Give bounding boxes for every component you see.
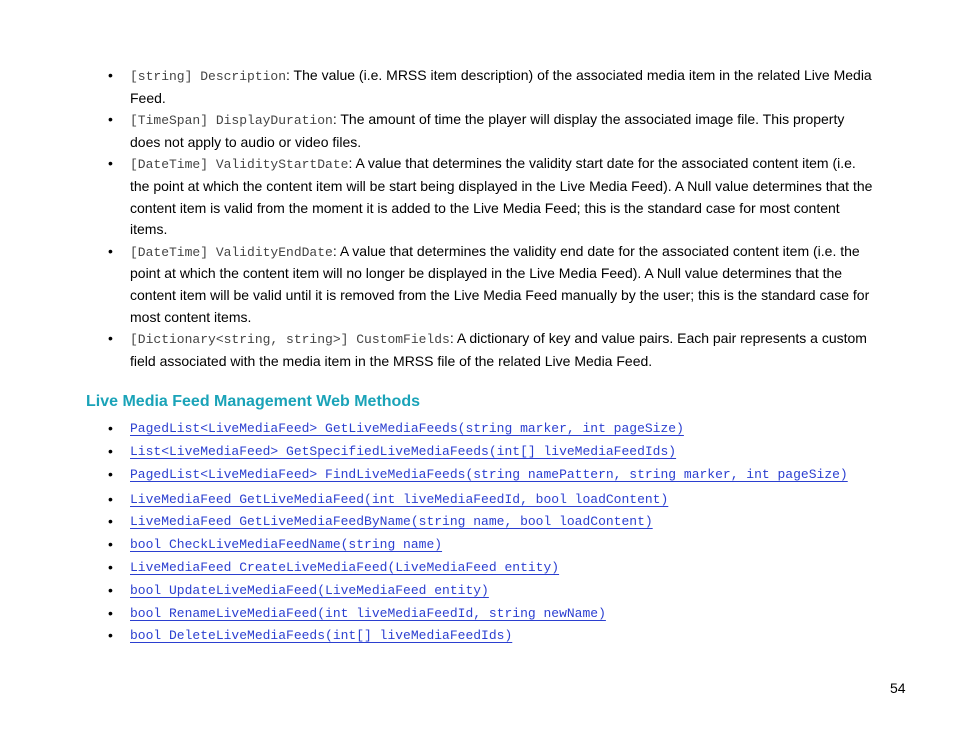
method-link-check-live-media-feed-name[interactable]: bool CheckLiveMediaFeedName(string name) (130, 537, 443, 553)
property-description: : The value (i.e. MRSS item description) of the associated media item in the related Live Media Feed. (130, 67, 872, 106)
bullet: • (108, 442, 113, 459)
bullet: • (108, 490, 113, 507)
method-link-get-live-media-feed-by-name[interactable]: LiveMediaFeed GetLiveMediaFeedByName(string name, bool loadContent) (130, 514, 653, 530)
bullet: • (108, 242, 113, 259)
methods-list (108, 418, 876, 648)
property-code: [string] Description (130, 69, 287, 84)
method-link-create-live-media-feed[interactable]: LiveMediaFeed CreateLiveMediaFeed(LiveMediaFeed entity) (130, 559, 560, 575)
method-link-get-live-media-feed[interactable]: LiveMediaFeed GetLiveMediaFeed(int liveMediaFeedId, bool loadContent) (130, 491, 669, 507)
list-item (108, 328, 876, 372)
list-item (108, 153, 876, 240)
property-description: : The amount of time the player will display the associated image file. This property does not apply to audio or video files. (130, 111, 845, 150)
list-item (108, 511, 876, 532)
list-item (108, 625, 876, 646)
bullet: • (108, 536, 113, 553)
method-link-get-live-media-feeds[interactable]: PagedList<LiveMediaFeed> GetLiveMediaFeeds(string marker, int pageSize) (130, 421, 684, 436)
list-item (108, 489, 876, 510)
bullet: • (108, 330, 113, 347)
bullet: • (108, 627, 113, 644)
list-item (108, 65, 876, 109)
list-item (108, 418, 876, 439)
bullet: • (108, 420, 113, 436)
page-number: 54 (890, 680, 906, 696)
method-link-update-live-media-feed[interactable]: bool UpdateLiveMediaFeed(LiveMediaFeed entity) (130, 582, 489, 598)
bullet: • (108, 513, 113, 530)
bullet: • (108, 111, 113, 128)
property-code: [Dictionary<string, string>] CustomFields (130, 332, 450, 348)
list-item (108, 441, 876, 462)
bullet: • (108, 558, 113, 575)
list-item (108, 580, 876, 601)
section-heading: Live Media Feed Management Web Methods (86, 393, 420, 410)
property-list (108, 65, 876, 372)
property-code: [TimeSpan] DisplayDuration (130, 113, 333, 129)
property-code: [DateTime] ValidityStartDate (130, 157, 349, 173)
bullet: • (108, 604, 113, 621)
list-item (108, 109, 876, 153)
list-item (108, 241, 876, 328)
property-description: : A dictionary of key and value pairs. Each pair represents a custom field associated with the media item in the MRSS file of the related Live Media Feed. (130, 330, 867, 369)
method-link-get-specified-live-media-feeds[interactable]: List<LiveMediaFeed> GetSpecifiedLiveMediaFeeds(int[] liveMediaFeedIds) (130, 443, 677, 459)
list-item (108, 464, 876, 485)
method-link-delete-live-media-feeds[interactable]: bool DeleteLiveMediaFeeds(int[] liveMediaFeedIds) (130, 628, 513, 644)
list-item (108, 534, 876, 555)
list-item (108, 557, 876, 578)
bullet: • (108, 155, 113, 172)
bullet: • (108, 67, 113, 83)
method-link-rename-live-media-feed[interactable]: bool RenameLiveMediaFeed(int liveMediaFeedId, string newName) (130, 605, 606, 621)
property-description: : A value that determines the validity start date for the associated content item (i.e. the point at which the content item will be start being displayed in the Live Media Feed). A Null value determines that the content item is valid from the moment it is added to the Live Media Feed; this is the standard case for most content items. (130, 155, 873, 238)
bullet: • (108, 581, 113, 598)
method-link-find-live-media-feeds[interactable]: PagedList<LiveMediaFeed> FindLiveMediaFeeds(string namePattern, string marker, int pageSize) (130, 466, 848, 482)
list-item (108, 603, 876, 624)
bullet: • (108, 465, 113, 482)
property-code: [DateTime] ValidityEndDate (130, 244, 333, 260)
property-description: : A value that determines the validity end date for the associated content item (i.e. the point at which the content item will no longer be displayed in the Live Media Feed). A Null value determines that the content item will be valid until it is removed from the Live Media Feed manually by the user; this is the standard case for most content items. (130, 242, 870, 325)
